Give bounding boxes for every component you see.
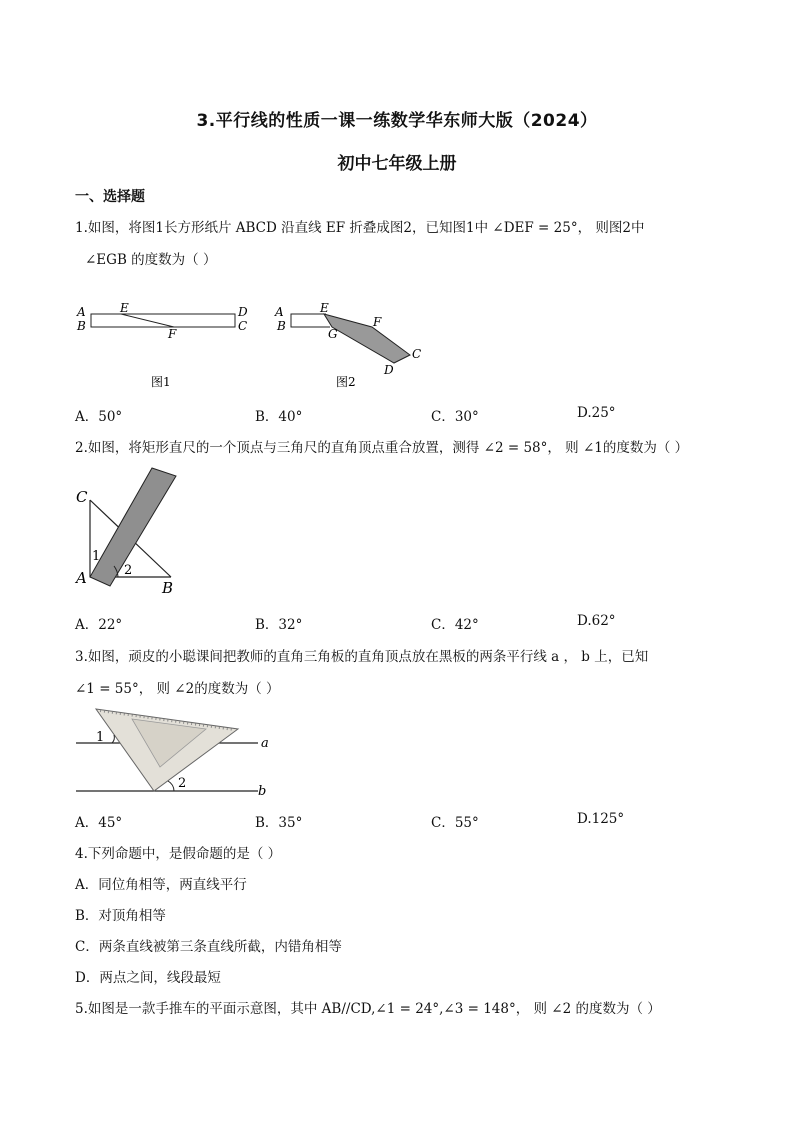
q4-choice-b: B．对顶角相等 xyxy=(75,908,166,924)
fig1-label-e: E xyxy=(120,301,129,315)
q2-label-b: B xyxy=(162,579,174,597)
q1-option-d: D.25° xyxy=(577,405,616,421)
fig1-label-f: F xyxy=(168,327,177,341)
fig2-caption: 图2 xyxy=(336,375,356,389)
q3-option-a: A．45° xyxy=(75,815,123,831)
fig1-label-c: C xyxy=(238,319,248,333)
q1-option-a: A．50° xyxy=(75,409,123,425)
fig2-label-a: A xyxy=(275,305,284,319)
q3-angle1-arc xyxy=(112,735,114,743)
fig1-label-b: B xyxy=(77,319,86,333)
q1-figure xyxy=(74,298,434,390)
q1-stem-line2: ∠EGB 的度数为（ ） xyxy=(85,252,217,268)
q4-choice-d: D．两点之间，线段最短 xyxy=(75,970,221,986)
q2-label-2: 2 xyxy=(124,563,133,578)
q1-stem-line1: 1.如图，将图1长方形纸片 ABCD 沿直线 EF 折叠成图2，已知图1中 ∠DEF = 25°， 则图2中 xyxy=(75,220,645,236)
q2-option-d: D.62° xyxy=(577,613,616,629)
q3-stem-line1: 3.如图，顽皮的小聪课间把教师的直角三角板的直角顶点放在黑板的两条平行线 a ， b 上，已知 xyxy=(75,649,649,665)
q2-ruler xyxy=(90,468,176,586)
section-heading: 一、选择题 xyxy=(75,189,145,205)
q3-stem-line2: ∠1 = 55°， 则 ∠2的度数为（ ） xyxy=(75,681,280,697)
document-title: 3.平行线的性质一课一练数学华东师大版（2024） xyxy=(196,111,598,131)
fig2-label-g: G xyxy=(328,327,338,341)
q4-choice-a: A．同位角相等，两直线平行 xyxy=(75,877,247,893)
q2-label-1: 1 xyxy=(92,549,101,564)
q1-option-c: C．30° xyxy=(431,409,479,425)
fig1-caption: 图1 xyxy=(151,375,171,389)
q3-label-a: a xyxy=(261,736,269,751)
q2-figure xyxy=(74,466,194,596)
fig2-label-b: B xyxy=(277,319,286,333)
fig1-label-d: D xyxy=(238,305,248,319)
q2-option-b: B．32° xyxy=(255,617,303,633)
fig2-strip xyxy=(291,314,330,327)
q3-label-1: 1 xyxy=(96,730,105,745)
q2-option-a: A．22° xyxy=(75,617,123,633)
fig2-label-c: C xyxy=(412,347,422,361)
document-subtitle: 初中七年级上册 xyxy=(337,154,457,174)
fig2-label-d: D xyxy=(384,363,394,377)
q3-label-2: 2 xyxy=(178,776,187,791)
fig1-fold-line xyxy=(121,314,174,327)
q2-stem-line1: 2.如图，将矩形直尺的一个顶点与三角尺的直角顶点重合放置，测得 ∠2 = 58°， 则 ∠1的度数为（ ） xyxy=(75,440,689,456)
q3-option-c: C．55° xyxy=(431,815,479,831)
fig1-rectangle xyxy=(91,314,235,327)
fig2-label-f: F xyxy=(373,315,382,329)
q4-choice-c: C．两条直线被第三条直线所截，内错角相等 xyxy=(75,939,342,955)
q5-stem: 5.如图是一款手推车的平面示意图，其中 AB//CD,∠1 = 24°,∠3 = 148°， 则 ∠2 的度数为（ ） xyxy=(75,1001,661,1017)
q2-option-c: C．42° xyxy=(431,617,479,633)
q3-figure xyxy=(74,705,274,805)
q2-label-c: C xyxy=(76,488,88,506)
q4-stem: 4.下列命题中，是假命题的是（ ） xyxy=(75,846,282,862)
q2-label-a: A xyxy=(76,569,87,587)
fig1-label-a: A xyxy=(77,305,86,319)
q3-angle2-arc xyxy=(168,781,174,791)
q3-option-d: D.125° xyxy=(577,811,625,827)
fig2-label-e: E xyxy=(320,301,329,315)
q3-option-b: B．35° xyxy=(255,815,303,831)
q1-option-b: B．40° xyxy=(255,409,303,425)
q3-label-b: b xyxy=(258,784,267,799)
